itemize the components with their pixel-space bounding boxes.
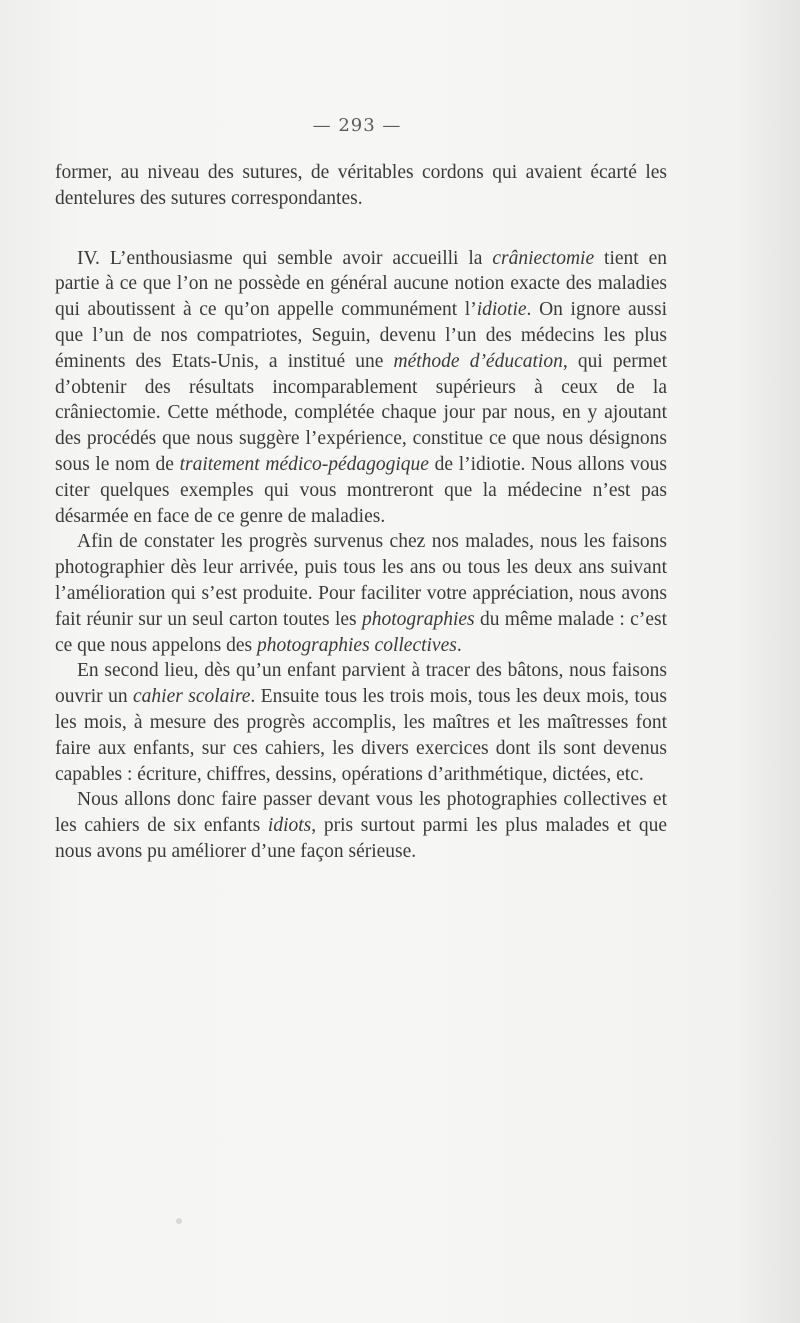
- text-run: former, au niveau des sutures, de véritables cordons qui avaient écarté les dentelures des sutures correspondantes.: [55, 162, 667, 209]
- paper-blemish: [176, 1218, 182, 1224]
- text-run: . On ignore aussi que l’un de nos compatriotes, Seguin, devenu l’un des médecins les plus éminents des Etats-Unis, a institué une: [55, 299, 667, 372]
- text-run: Nous allons donc faire passer devant vous les photographies collectives et les cahiers de six enfants: [55, 789, 667, 837]
- italic-term: cahier scolaire: [133, 686, 251, 708]
- text-run: du même malade : c’est ce que nous appelons des: [55, 608, 667, 656]
- paragraph-2: [55, 246, 667, 530]
- text-run: Afin de constater les progrès survenus chez nos malades, nous les faisons photographier dès leur arrivée, puis tous les ans ou tous les deux ans suivant l’amélioration qui s’est produite. Pour faciliter votre appréciation, nous avons fait réunir sur un seul carton toutes les: [55, 531, 667, 630]
- italic-term: photographies: [361, 608, 475, 630]
- italic-term: idiotie: [476, 299, 527, 321]
- text-run: de l’idiotie. Nous allons vous citer quelques exemples qui vous montreront que la médecine n’est pas désarmée en face de ce genre de maladies.: [55, 453, 667, 527]
- italic-term: crâniectomie: [492, 247, 595, 269]
- text-run: . Ensuite tous les trois mois, tous les deux mois, tous les mois, à mesure des progrès accomplis, les maîtres et les maîtresses font faire aux enfants, sur ces cahiers, les divers exercices dont ils sont devenus capables : écriture, chiffres, dessins, opérations d’arithmétique, dictées, etc.: [55, 686, 667, 785]
- paragraph-5: [55, 787, 667, 864]
- text-run: , qui permet d’obtenir des résultats incomparablement supérieurs à ceux de la crâniectomie. Cette méthode, complétée chaque jour par nous, en y ajoutant des procédés que nous suggère l’expérience, constitue ce que nous désignons sous le nom de: [55, 350, 668, 475]
- text-run: , pris surtout parmi les plus malades et que nous avons pu améliorer d’une façon sérieuse.: [55, 815, 667, 862]
- body-text: [55, 160, 667, 865]
- paragraph-3: [55, 529, 667, 658]
- italic-term: photographies collectives: [257, 634, 457, 656]
- text-run: IV. L’enthousiasme qui semble avoir accueilli la: [77, 247, 493, 269]
- italic-term: idiots: [267, 815, 312, 837]
- text-run: tient en partie à ce que l’on ne possède en général aucune notion exacte des maladies qui aboutissent à ce qu’on appelle communément l’: [55, 247, 667, 321]
- text-run: En second lieu, dès qu’un enfant parvient à tracer des bâtons, nous faisons ouvrir un: [55, 660, 667, 708]
- paragraph-4: [55, 658, 667, 787]
- italic-term: traitement médico-pédagogique: [179, 453, 429, 475]
- paragraph-1: [55, 160, 667, 212]
- italic-term: méthode d’éducation: [393, 350, 563, 372]
- page-number: — 293 —: [312, 115, 402, 136]
- text-run: .: [456, 634, 462, 656]
